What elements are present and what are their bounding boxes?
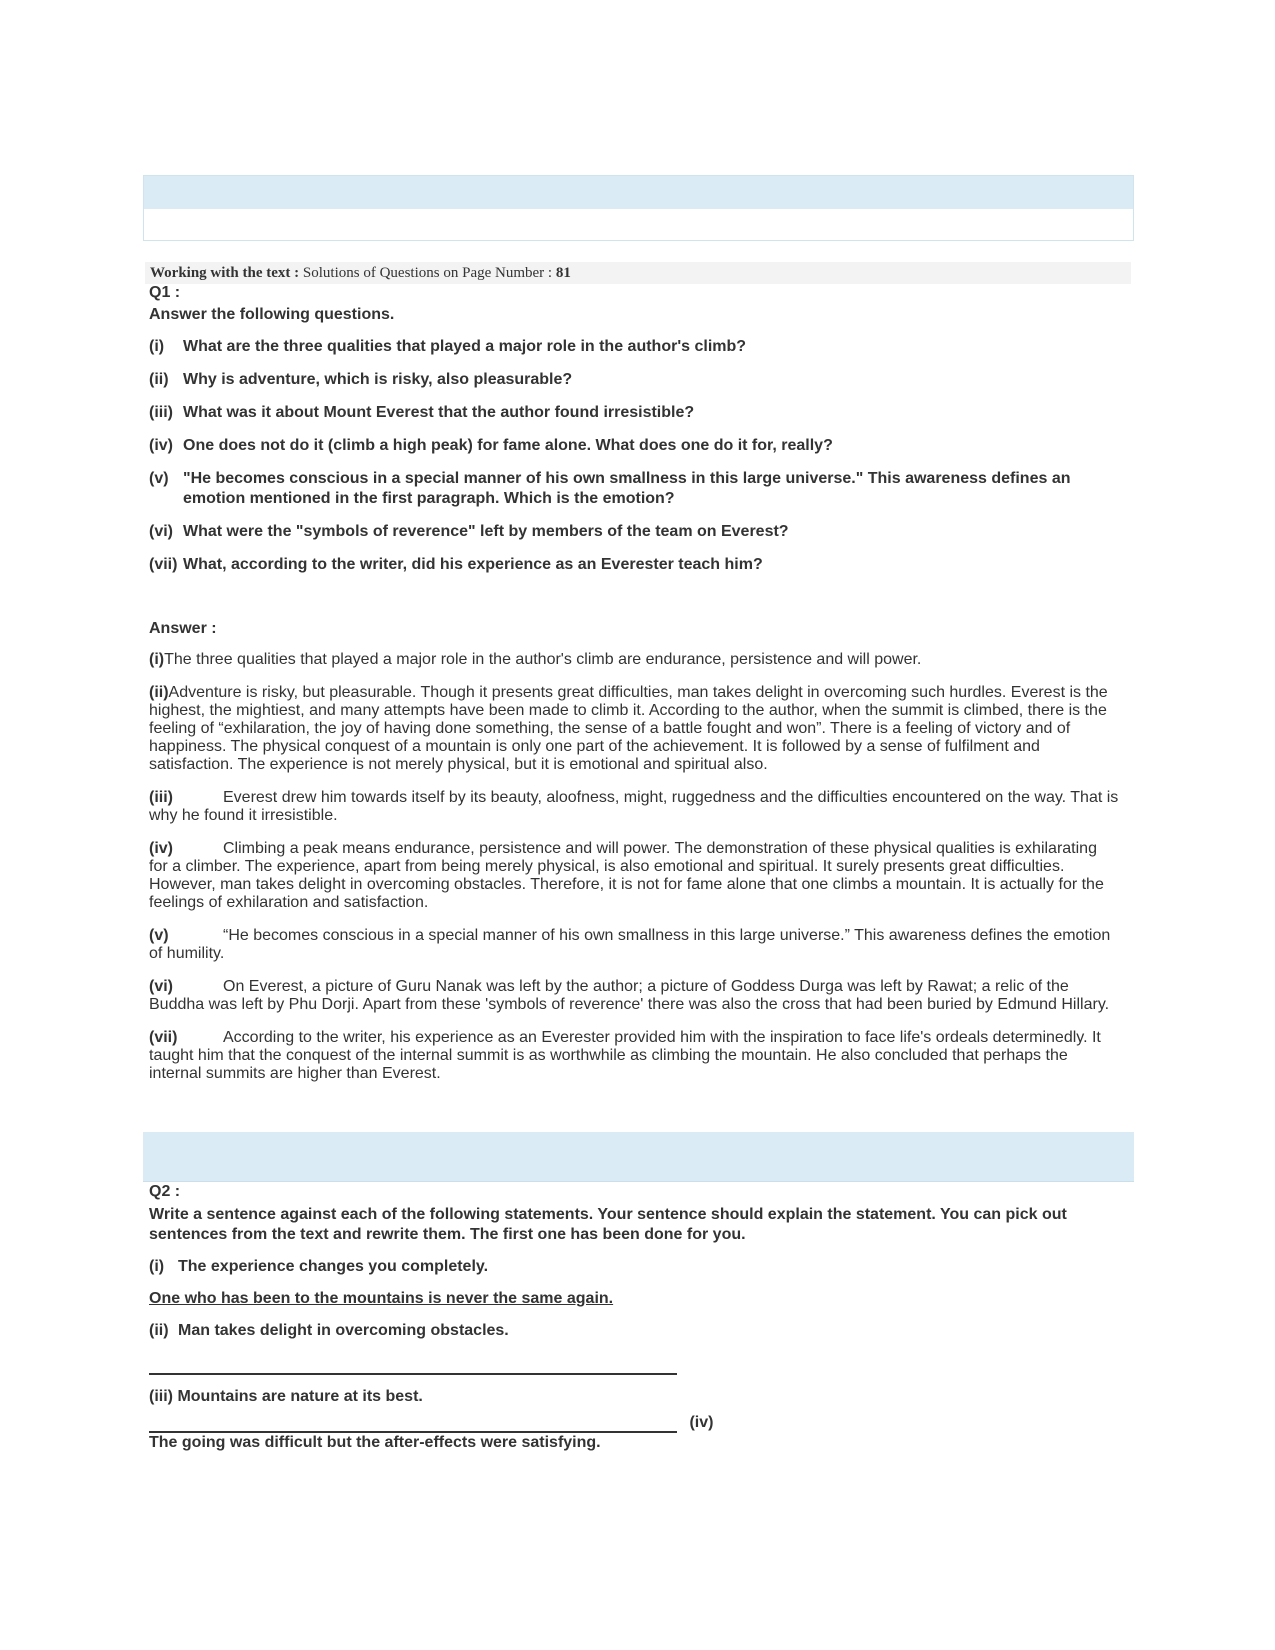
answer-item bbox=[149, 651, 1119, 669]
working-label: Working with the text : bbox=[150, 265, 300, 281]
answer-text: The three qualities that played a major role in the author's climb are endurance, persistence and will power. bbox=[164, 651, 922, 668]
answers-section bbox=[149, 620, 1119, 1098]
item-number: (i) bbox=[149, 1258, 165, 1275]
answer-number: (vi) bbox=[149, 978, 173, 995]
answer-text: On Everest, a picture of Guru Nanak was left by the author; a picture of Goddess Durga was left by Rawat; a relic of the Buddha was left by Phu Dorji. Apart from these 'symbols of reverence' there was also the cross that had been buried by Edmund Hillary. bbox=[149, 978, 1110, 1013]
question-item bbox=[149, 370, 1119, 390]
example-answer: One who has been to the mountains is never the same again. bbox=[149, 1290, 614, 1307]
answer-item bbox=[149, 840, 1119, 912]
answer-blank-line[interactable] bbox=[149, 1417, 677, 1433]
question-item bbox=[149, 337, 1119, 357]
q1-instruction: Answer the following questions. bbox=[149, 306, 395, 323]
question-number: (vi) bbox=[149, 523, 173, 540]
answer-text: Everest drew him towards itself by its beauty, aloofness, might, ruggedness and the difficulties encountered on the way. That is why he found it irresistible. bbox=[149, 789, 1119, 824]
item-number: (ii) bbox=[149, 1322, 169, 1339]
working-text: Solutions of Questions on Page Number : bbox=[302, 265, 553, 281]
answer-label: Answer : bbox=[149, 620, 217, 637]
item-text: Mountains are nature at its best. bbox=[177, 1388, 423, 1405]
answer-text: According to the writer, his experience as an Everester provided him with the inspiration to face life's ordeals determinedly. It taught him that the conquest of the internal summit is as worthwhile as climbing the mountain. He also concluded that perhaps the internal summits are higher than Everest. bbox=[149, 1029, 1101, 1082]
question-item bbox=[149, 436, 1119, 456]
answer-number: (iv) bbox=[149, 840, 173, 857]
q2-label: Q2 : bbox=[149, 1183, 181, 1200]
question-number: (iii) bbox=[149, 404, 173, 421]
header-band bbox=[144, 176, 1133, 209]
q2-instruction: Write a sentence against each of the following statements. Your sentence should explain the statement. You can pick out sentences from the text and rewrite them. The first one has been done for you. bbox=[149, 1206, 1067, 1243]
question-text: What were the "symbols of reverence" left by members of the team on Everest? bbox=[183, 523, 789, 540]
q2-item bbox=[149, 1413, 1119, 1433]
q1-label: Q1 : bbox=[149, 284, 181, 301]
q1-section bbox=[149, 284, 1119, 588]
answer-blank-line[interactable] bbox=[149, 1359, 677, 1375]
answer-number: (v) bbox=[149, 927, 169, 944]
answer-item bbox=[149, 978, 1119, 1014]
question-number: (v) bbox=[149, 470, 169, 487]
item-text: The going was difficult but the after-effects were satisfying. bbox=[149, 1434, 601, 1451]
question-item bbox=[149, 555, 1119, 575]
question-number: (vii) bbox=[149, 556, 178, 573]
answer-item bbox=[149, 1029, 1119, 1083]
answer-item bbox=[149, 789, 1119, 825]
question-text: Why is adventure, which is risky, also pleasurable? bbox=[183, 371, 573, 388]
question-number: (i) bbox=[149, 338, 165, 355]
question-item bbox=[149, 403, 1119, 423]
item-text: Man takes delight in overcoming obstacles. bbox=[178, 1322, 509, 1339]
item-text: The experience changes you completely. bbox=[178, 1258, 489, 1275]
q2-item bbox=[149, 1321, 1119, 1341]
question-text: What are the three qualities that played a major role in the author's climb? bbox=[183, 338, 747, 355]
q2-item bbox=[149, 1387, 1119, 1407]
question-item bbox=[149, 469, 1119, 509]
answer-number: (ii) bbox=[149, 684, 169, 701]
answer-item bbox=[149, 684, 1119, 774]
q2-item bbox=[149, 1257, 1119, 1277]
answer-number: (vii) bbox=[149, 1029, 178, 1046]
item-number: (iv) bbox=[689, 1414, 714, 1431]
item-number: (iii) bbox=[149, 1388, 173, 1405]
question-text: One does not do it (climb a high peak) for fame alone. What does one do it for, really? bbox=[183, 437, 833, 454]
question-number: (iv) bbox=[149, 437, 173, 454]
answer-text: Adventure is risky, but pleasurable. Though it presents great difficulties, man takes delight in overcoming such hurdles. Everest is the highest, the mightiest, and many attempts have been made to climb it. According to the author, when the summit is climbed, there is the feeling of “exhilaration, the joy of having done something, the sense of a battle fought and won”. There is a feeling of victory and of happiness. The physical conquest of a mountain is only one part of the achievement. It is followed by a sense of fulfilment and satisfaction. The experience is not merely physical, but it is emotional and spiritual also. bbox=[149, 684, 1108, 773]
question-text: What was it about Mount Everest that the author found irresistible? bbox=[183, 404, 695, 421]
question-text: What, according to the writer, did his experience as an Everester teach him? bbox=[183, 556, 763, 573]
section-divider-band bbox=[143, 1132, 1134, 1182]
question-text: "He becomes conscious in a special manner of his own smallness in this large universe." This awareness defines an emotion mentioned in the first paragraph. Which is the emotion? bbox=[183, 470, 1071, 507]
answer-text: Climbing a peak means endurance, persistence and will power. The demonstration of these physical qualities is exhilarating for a climber. The experience, apart from being merely physical, is also emotional and spiritual. It surely presents great difficulties. However, man takes delight in overcoming obstacles. Therefore, it is not for fame alone that one climbs a mountain. It is actually for the feelings of exhilaration and satisfaction. bbox=[149, 840, 1104, 911]
section-heading bbox=[145, 262, 1131, 284]
question-number: (ii) bbox=[149, 371, 169, 388]
answer-line-row bbox=[149, 1347, 1119, 1373]
answer-number: (i) bbox=[149, 651, 165, 668]
question-item bbox=[149, 522, 1119, 542]
q2-section bbox=[149, 1183, 1119, 1453]
answer-text: “He becomes conscious in a special manner of his own smallness in this large universe.” This awareness defines the emotion of humility. bbox=[149, 927, 1111, 962]
answer-item bbox=[149, 927, 1119, 963]
answer-number: (iii) bbox=[149, 789, 173, 806]
header-box bbox=[143, 175, 1134, 241]
page-number: 81 bbox=[555, 265, 571, 281]
